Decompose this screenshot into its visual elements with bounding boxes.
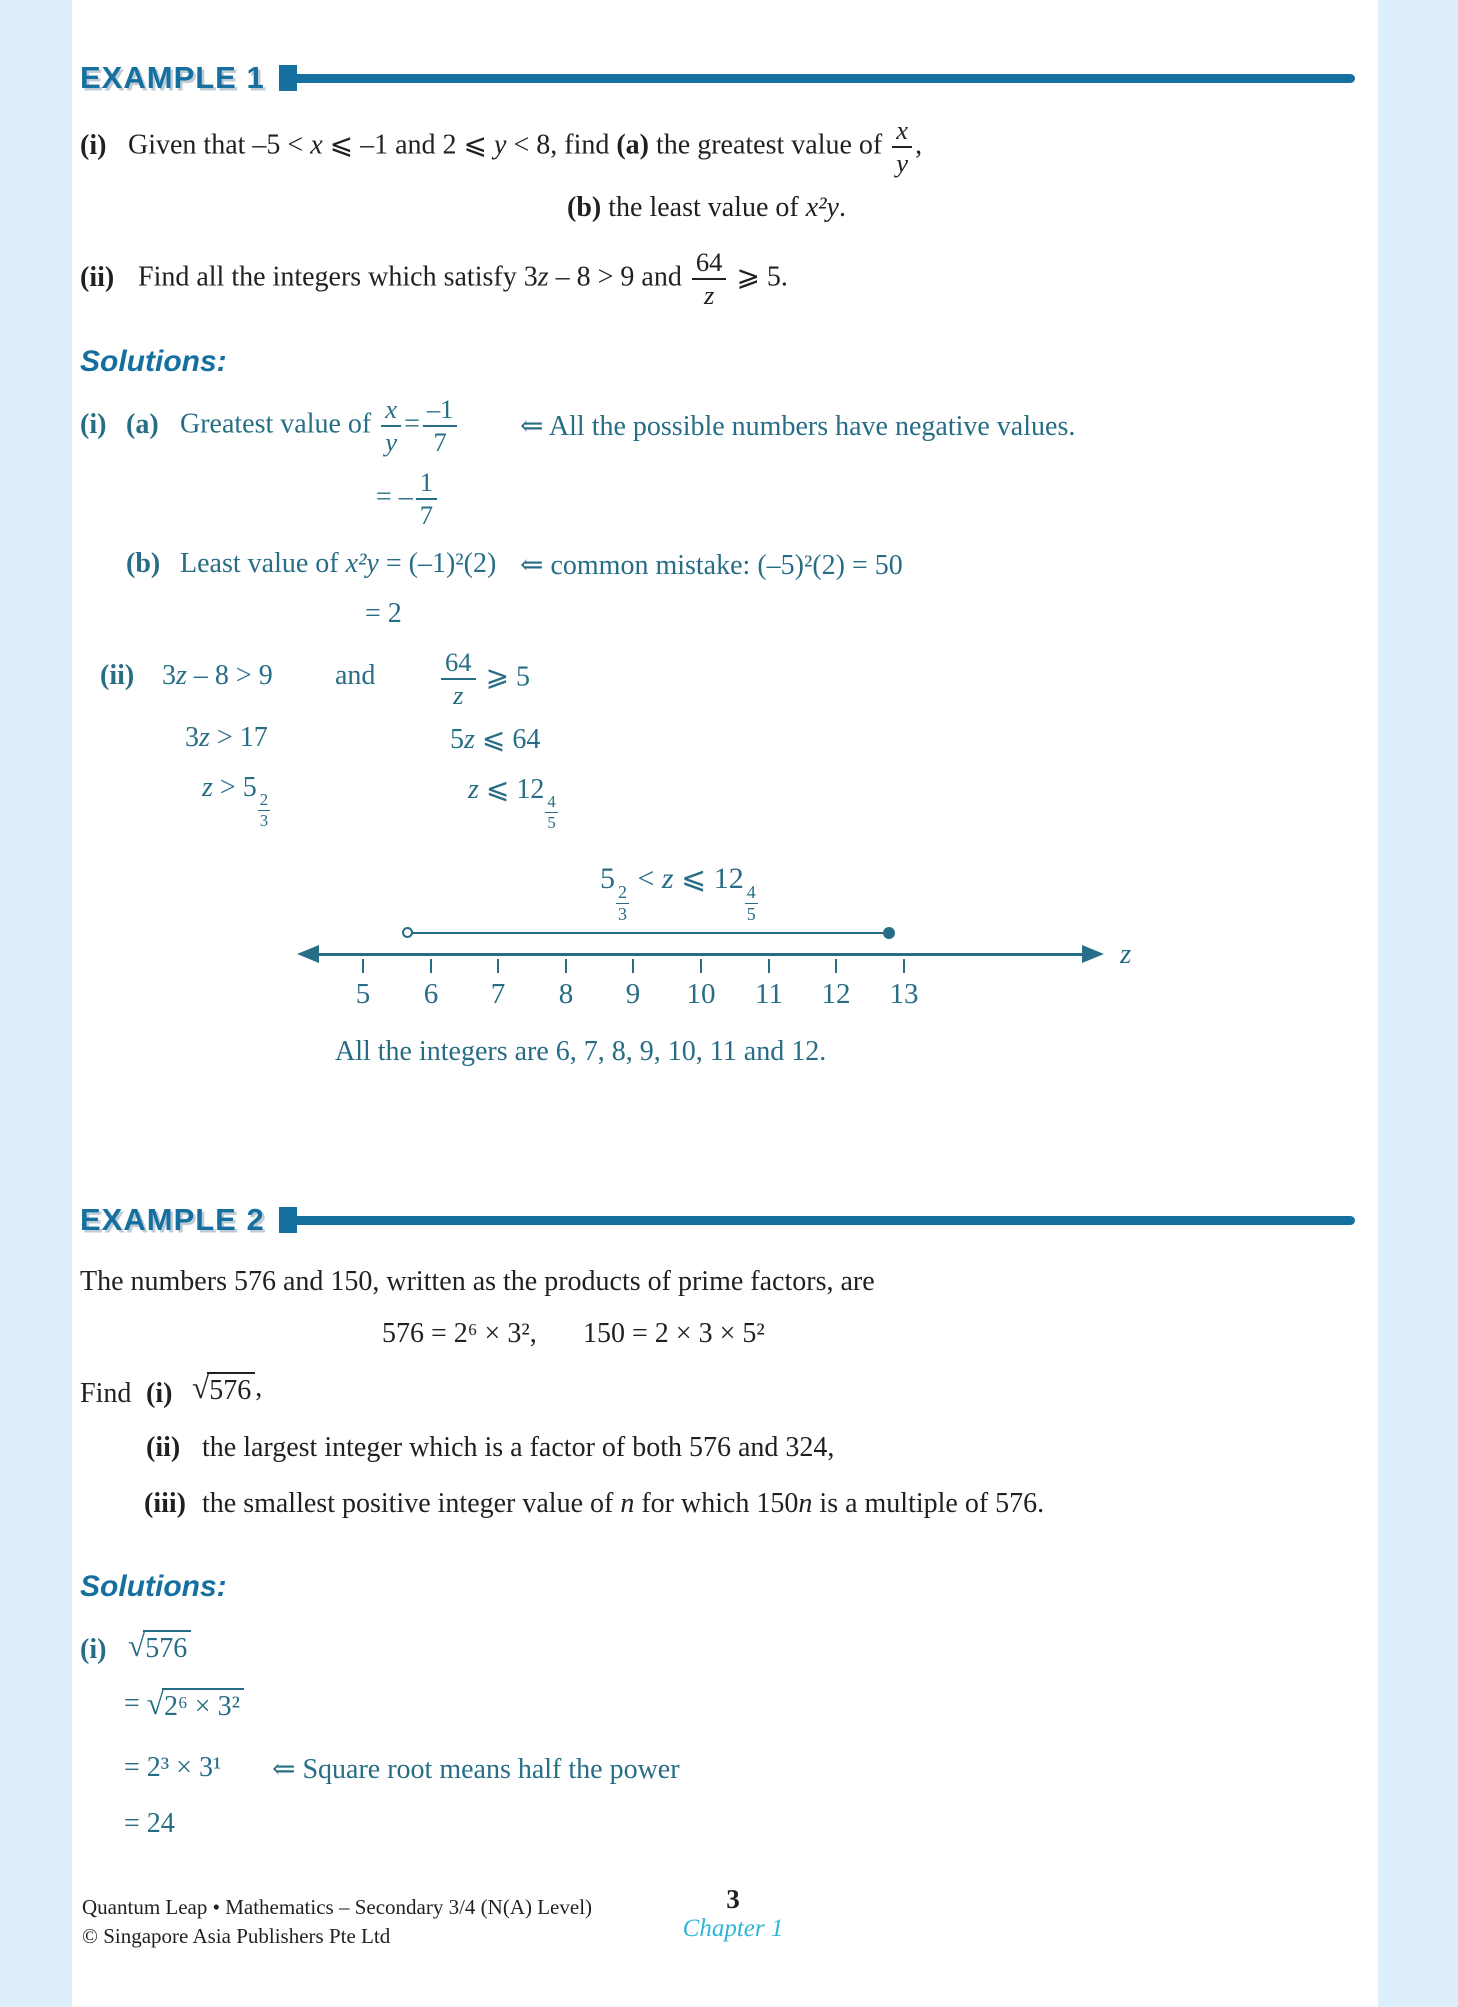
find-i-label: (i) [146,1378,173,1409]
tick-label: 5 [355,978,371,1010]
tick [632,959,634,973]
header-rule [297,1216,1355,1225]
tick-label: 13 [889,978,919,1010]
fraction-x-over-y [892,116,912,179]
denominator: z [453,680,464,711]
part-iii-text [202,1488,1044,1520]
sol-ib-label: (b) [126,548,161,579]
axis-right-arrow-icon [1082,945,1104,963]
tick-label: 8 [558,978,574,1010]
numerator: 4 [547,792,556,812]
sol-ib-result: = 2 [365,598,402,629]
part-iii-label: (iii) [144,1488,186,1519]
example2-equations [80,1318,1357,1362]
expr-x2y: x²y [345,548,379,579]
sol-ii-ineq2 [438,648,530,711]
var-x: x [310,129,323,161]
tick-label: 12 [821,978,851,1010]
var-z: z [468,774,479,805]
sol-i-label: (i) [80,409,107,440]
page-left-margin-strip [0,0,72,2007]
page-number: 3 [726,1884,740,1914]
var-z: z [176,660,187,691]
problem-ib-text1: the least value of [601,192,806,223]
fraction-4-over-5 [545,793,557,831]
solution-ii-row1 [80,648,1357,714]
denominator: 7 [433,427,447,458]
solution-ib-line2 [80,598,1357,638]
number-line [80,918,1357,1028]
example1-title: EXAMPLE 1 [80,60,265,95]
solution-ia-line1 [80,395,1357,475]
sqrt-expression [147,1688,244,1723]
text1: the smallest positive integer value of [202,1488,621,1519]
footer-series-title: Quantum Leap • Mathematics – Secondary 3/4 (N(A) Level) [82,1895,593,1919]
problem-ii-text2: – 8 > 9 and [548,261,689,293]
fraction-x-over-y [381,395,401,458]
problem-i [80,116,1357,179]
text3: is a multiple of 576. [812,1488,1045,1519]
header-rule [297,74,1355,83]
and-connector: and [335,660,376,691]
example2-find-line [80,1372,1357,1428]
integers-result: All the integers are 6, 7, 8, 9, 10, 11 and 12. [335,1036,827,1067]
tick [497,959,499,973]
sol-ia-result [376,468,440,531]
sol-ia-expression [180,395,460,458]
tick-label: 9 [625,978,641,1010]
solution-ia-line2 [80,468,1357,538]
problem-ia-label: (a) [616,129,650,161]
fraction-64-over-z [441,648,476,711]
page-content [80,0,1357,2007]
eq-150: 150 = 2 × 3 × 5² [583,1318,765,1349]
var-y: y [494,129,507,161]
problem-ii-text1: Find all the integers which satisfy 3 [138,261,538,293]
denominator: 5 [746,903,756,924]
rest: – 8 > 9 [186,660,273,691]
tick [903,959,905,973]
comma: , [255,1372,263,1404]
rest: > 5 [212,772,257,803]
solution2-line2 [80,1688,1357,1742]
page-right-margin-strip [1378,0,1458,2007]
half-power-result: = 2³ × 3¹ [124,1752,222,1783]
footer-copyright: © Singapore Asia Publishers Pte Ltd [82,1924,391,1949]
fraction-64-over-z [692,248,727,311]
part-ii-label: (ii) [146,1432,181,1463]
fraction-neg1-over-7 [423,395,458,458]
solution2-line1 [80,1630,1357,1682]
numerator: 2 [259,790,269,810]
radicand: 576 [207,1372,255,1407]
numerator: 64 [441,648,476,680]
closed-dot-point [883,927,895,939]
sqrt-576 [192,1372,262,1407]
solution2-line4 [80,1808,1357,1852]
example2-intro: The numbers 576 and 150, written as the products of prime factors, are [80,1266,875,1297]
header-square-icon [279,1207,297,1233]
sol-ib-text2: = (–1)²(2) [378,548,497,579]
text2: for which 150 [634,1488,799,1519]
header-square-icon [279,65,297,91]
tick-label: 6 [423,978,439,1010]
problem-i-label: (i) [80,129,107,161]
problem-ib-text2: . [838,192,846,223]
solution-ii-row3 [80,766,1357,832]
coeff: 5 [450,724,464,755]
problem-i-text2: ⩽ –1 and 2 ⩽ [322,129,495,161]
sqrt-expression [128,1630,191,1665]
equals: = [124,1688,147,1720]
problem-i-text3: < 8, find [506,129,617,161]
final-answer-24: = 24 [124,1808,175,1839]
sol-ib-expression [180,548,496,580]
fraction-1-over-7 [416,468,437,531]
denominator: 3 [618,903,627,924]
equals-sign: = [404,408,420,440]
denominator: 7 [419,500,434,531]
coeff: 3 [185,722,199,753]
coeff: 3 [162,660,176,691]
denominator: y [385,427,398,458]
var-n: n [620,1488,635,1519]
solution-segment [411,932,887,934]
denominator: 3 [259,810,269,830]
radical-sign: √ [192,1370,210,1405]
var-z: z [464,724,475,755]
axis-line [318,953,1084,956]
radicand: 2⁶ × 3² [162,1688,244,1723]
annotation-common-mistake: ⇐ common mistake: (–5)²(2) = 50 [520,550,903,581]
axis-left-arrow-icon [297,945,319,963]
equals-minus: = – [376,481,413,513]
sol2-i-label: (i) [80,1634,107,1665]
lt-sign: < [630,862,662,895]
problem-ii-text3: ⩾ 5. [729,261,788,293]
combined-inequality-expr [600,861,759,924]
rest: ⩽ 12 [478,774,545,805]
rest: > 17 [209,722,268,753]
sol-ib-text1: Least value of [180,548,346,579]
solution2-line3 [80,1752,1357,1796]
eq-576: 576 = 2⁶ × 3², [382,1318,537,1349]
problem-ii [80,248,1357,311]
tick [835,959,837,973]
sol-ia-label: (a) [126,409,159,440]
problem-i-text1: Given that –5 < [128,129,311,161]
tick-label: 10 [686,978,716,1010]
sol-ii-label: (ii) [100,660,135,691]
expr-x2y: x²y [805,192,839,223]
annotation-square-root: ⇐ Square root means half the power [272,1754,680,1785]
tick [768,959,770,973]
denominator: z [703,280,715,311]
var-z: z [202,772,213,803]
denominator: 5 [547,812,556,832]
var-z: z [661,862,674,895]
fraction-2-over-3 [258,791,270,829]
numerator: 2 [618,881,627,902]
tick [362,959,364,973]
problem-ib-label: (b) [567,192,602,223]
footer-imprint [82,1893,592,1952]
sqrt-prime-factors [124,1688,244,1723]
solutions2-heading: Solutions: [80,1570,227,1603]
tick [430,959,432,973]
radical-sign: √ [128,1628,146,1663]
numerator: –1 [423,395,458,427]
var-z: z [199,722,210,753]
ineq-z-le-12-4-5 [468,772,559,831]
problem-ii-label: (ii) [80,261,115,293]
find-text: Find [80,1378,132,1409]
example2-title: EXAMPLE 2 [80,1202,265,1237]
footer-page-block [668,1884,798,1943]
denominator: y [896,148,909,179]
numerator: x [892,116,912,148]
solution-ib-line1 [80,548,1357,592]
combined-inequality [80,855,1357,924]
tick [565,959,567,973]
example1-header [80,56,1357,100]
part-ii-text: the largest integer which is a factor of both 576 and 324, [202,1432,835,1463]
numerator: 1 [416,468,437,500]
rest: ⩽ 64 [474,724,541,755]
var-z: z [537,261,549,293]
problem-i-text5: , [915,129,923,161]
var-n: n [798,1488,813,1519]
numerator: 64 [692,248,727,280]
ineq-3z-gt-17 [185,722,268,754]
solution-ii-row2 [80,722,1357,764]
annotation-negative-values: ⇐ All the possible numbers have negative values. [520,411,1076,442]
problem-i-text4: the greatest value of [649,129,890,161]
example2-header [80,1198,1357,1242]
numerator: 4 [746,881,756,902]
chapter-label: Chapter 1 [682,1915,784,1942]
numerator: x [381,395,401,427]
le-12: ⩽ 12 [673,862,744,895]
int-part: 5 [600,862,615,895]
ineq-z-gt-5-2-3 [202,772,271,829]
solutions1-heading: Solutions: [80,345,227,378]
sqrt-expression [192,1372,255,1407]
sol-ii-ineq1 [162,660,273,692]
tick-label: 7 [490,978,506,1010]
ineq-5z-le-64 [450,722,540,756]
sqrt-576 [128,1630,191,1665]
radical-sign: √ [146,1686,165,1721]
tick [700,959,702,973]
rest: ⩾ 5 [478,661,531,693]
tick-label: 11 [755,978,783,1010]
sol-ia-text: Greatest value of [180,408,379,440]
radicand: 576 [143,1630,191,1665]
axis-variable-label: z [1120,938,1132,970]
problem-ib [567,192,846,224]
